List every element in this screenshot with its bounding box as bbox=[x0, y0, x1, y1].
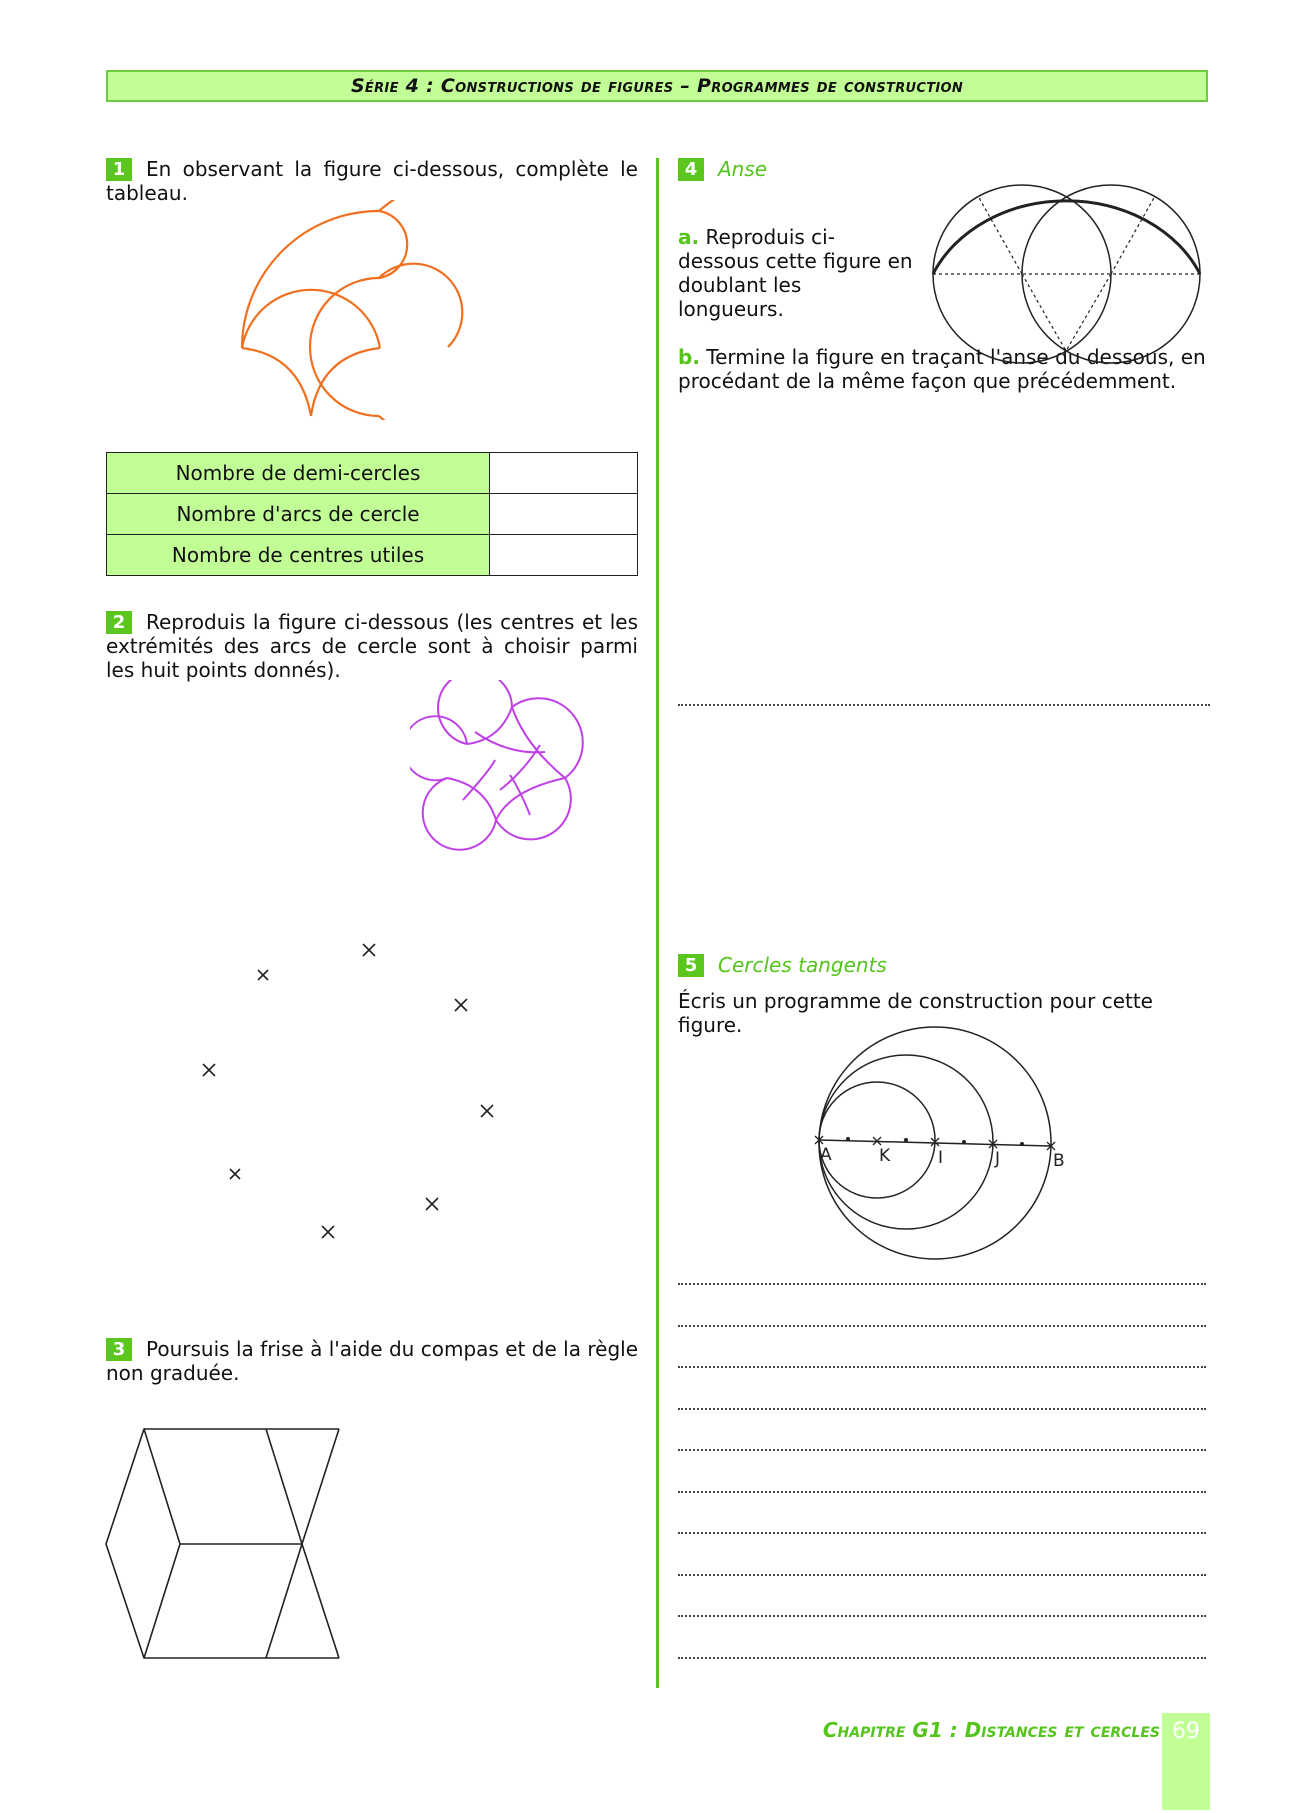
answer-line[interactable] bbox=[678, 1449, 1206, 1451]
part-b-label: b. bbox=[678, 345, 700, 369]
series-header bbox=[106, 70, 1208, 102]
exercise-2-number: 2 bbox=[106, 611, 132, 634]
point-label-j: J bbox=[995, 1149, 1001, 1169]
arc-outer-left bbox=[242, 211, 379, 348]
point-label-k: K bbox=[879, 1146, 891, 1166]
point-cross bbox=[203, 1064, 215, 1076]
part-a-label: a. bbox=[678, 225, 700, 249]
exercise-3-statement bbox=[106, 1337, 638, 1385]
exercise-2-statement bbox=[106, 610, 638, 682]
point-label-i: I bbox=[938, 1148, 944, 1168]
arc-inner-right bbox=[379, 264, 462, 347]
series-title: Série 4 : Constructions de figures – Programmes de construction bbox=[350, 75, 964, 97]
exercise-3-text: Poursuis la frise à l'aide du compas et de la règle non graduée. bbox=[106, 1337, 638, 1385]
answer-line[interactable] bbox=[678, 1491, 1206, 1493]
answer-line[interactable] bbox=[678, 1408, 1206, 1410]
table-row-label: Nombre d'arcs de cercle bbox=[107, 494, 490, 535]
column-divider bbox=[656, 158, 659, 1688]
exercise-5-number: 5 bbox=[678, 954, 704, 977]
point-label-a: A bbox=[820, 1145, 832, 1165]
page-number: 69 bbox=[1172, 1719, 1200, 1744]
point-cross bbox=[363, 944, 375, 956]
exercise-3-frieze bbox=[100, 1420, 350, 1670]
exercise-1-figure bbox=[230, 200, 530, 420]
answer-line[interactable] bbox=[678, 1532, 1206, 1534]
exercise-1-table bbox=[106, 452, 638, 576]
point-cross bbox=[455, 999, 467, 1011]
exercise-4-heading bbox=[678, 157, 767, 181]
separator-dotted-line bbox=[678, 704, 1210, 706]
table-row-label: Nombre de demi-cercles bbox=[107, 453, 490, 494]
exercise-5-title: Cercles tangents bbox=[718, 953, 887, 977]
exercise-3-number: 3 bbox=[106, 1338, 132, 1361]
point-cross bbox=[481, 1105, 493, 1117]
answer-line[interactable] bbox=[678, 1615, 1206, 1617]
point-label-b: B bbox=[1053, 1151, 1065, 1171]
exercise-4-number: 4 bbox=[678, 158, 704, 181]
exercise-1-statement bbox=[106, 157, 638, 205]
point-cross bbox=[258, 970, 268, 980]
exercise-5-figure bbox=[800, 1020, 1080, 1265]
exercise-4-figure bbox=[920, 165, 1210, 365]
table-row-value[interactable] bbox=[490, 453, 638, 494]
chapter-footer bbox=[823, 1718, 1160, 1742]
answer-line[interactable] bbox=[678, 1283, 1206, 1285]
point-cross bbox=[322, 1226, 334, 1238]
table-row bbox=[107, 453, 638, 494]
exercise-1-number: 1 bbox=[106, 158, 132, 181]
exercise-4-title: Anse bbox=[718, 157, 768, 181]
answer-line[interactable] bbox=[678, 1366, 1206, 1368]
arc-outer-right bbox=[379, 200, 530, 420]
table-row-label: Nombre de centres utiles bbox=[107, 535, 490, 576]
exercise-2-text: Reproduis la figure ci-dessous (les centres et les extrémités des arcs de cercle sont à choisir parmi les huit points donnés). bbox=[106, 610, 638, 682]
answer-line[interactable] bbox=[678, 1574, 1206, 1576]
table-row-value[interactable] bbox=[490, 494, 638, 535]
answer-line[interactable] bbox=[678, 1325, 1206, 1327]
table-row-value[interactable] bbox=[490, 535, 638, 576]
arc-bottom-right bbox=[311, 348, 380, 416]
chapter-title: Chapitre G1 : Distances et cercles bbox=[822, 1718, 1160, 1742]
exercise-1-text: En observant la figure ci-dessous, complète le tableau. bbox=[106, 157, 638, 205]
answer-line[interactable] bbox=[678, 1657, 1206, 1659]
table-row bbox=[107, 494, 638, 535]
arc-bottom-left bbox=[242, 348, 311, 416]
part-a-text: Reproduis ci-dessous cette figure en doublant les longueurs. bbox=[678, 225, 913, 321]
exercise-2-points bbox=[190, 930, 510, 1250]
point-cross bbox=[230, 1169, 240, 1179]
part-b-text: Termine la figure en traçant l'anse du dessous, en procédant de la même façon que précédemment. bbox=[678, 345, 1206, 393]
exercise-5-text: Écris un programme de construction pour cette figure. bbox=[678, 989, 1153, 1037]
point-cross bbox=[426, 1198, 438, 1210]
exercise-4-part-a bbox=[678, 225, 913, 321]
exercise-5-heading bbox=[678, 953, 887, 977]
exercise-2-figure bbox=[410, 680, 600, 870]
page-number-box bbox=[1162, 1713, 1210, 1810]
table-row bbox=[107, 535, 638, 576]
